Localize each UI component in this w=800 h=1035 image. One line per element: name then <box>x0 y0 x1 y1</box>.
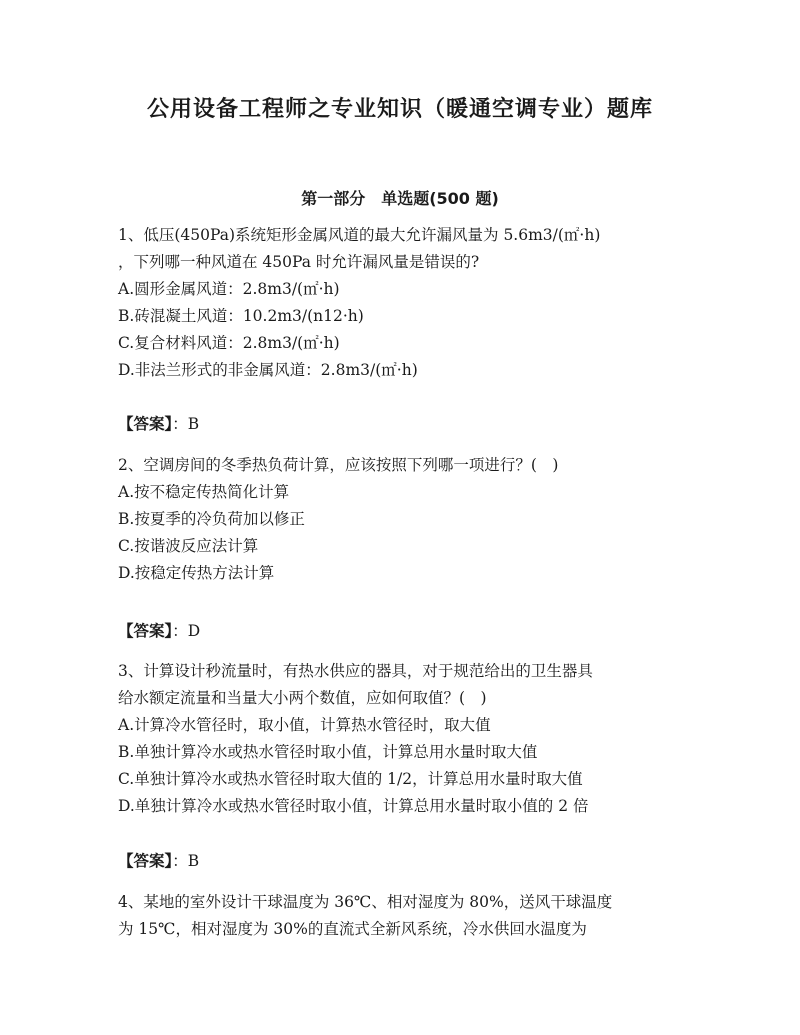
answer-label: 【答案】 <box>118 622 173 640</box>
question-stem-line: 2、空调房间的冬季热负荷计算，应该按照下列哪一项进行？( ) <box>118 456 559 474</box>
question-stem-line: 4、某地的室外设计干球温度为 36℃、相对湿度为 80%，送风干球温度 <box>118 893 613 911</box>
question-3 <box>118 658 688 820</box>
option-b: B.砖混凝土风道：10.2m3/(n12·h) <box>118 307 364 325</box>
answer-separator: ： <box>172 415 188 433</box>
answer-label: 【答案】 <box>118 415 173 433</box>
question-stem-line: 1、低压(450Pa)系统矩形金属风道的最大允许漏风量为 5.6m3/(㎡·h) <box>118 226 601 244</box>
answer-label: 【答案】 <box>118 852 173 870</box>
question-stem-line: ，下列哪一种风道在 450Pa 时允许漏风量是错误的? <box>118 253 480 271</box>
answer-value: B <box>187 852 200 870</box>
answer-separator: ： <box>172 852 188 870</box>
option-b: B.单独计算冷水或热水管径时取小值，计算总用水量时取大值 <box>118 743 538 761</box>
answer-line <box>118 411 688 438</box>
page-title: 公用设备工程师之专业知识（暖通空调专业）题库 <box>146 97 653 122</box>
option-c: C.单独计算冷水或热水管径时取大值的 1/2，计算总用水量时取大值 <box>118 770 583 788</box>
option-d: D.按稳定传热方法计算 <box>118 564 275 582</box>
section-heading: 第一部分 单选题(500 题) <box>301 189 499 208</box>
answer-line <box>118 618 688 645</box>
option-a: A.圆形金属风道：2.8m3/(㎡·h) <box>118 280 340 298</box>
question-1 <box>118 222 688 384</box>
answer-value: D <box>187 622 201 640</box>
answer-line <box>118 848 688 875</box>
option-a: A.按不稳定传热简化计算 <box>118 483 290 501</box>
question-4 <box>118 889 688 943</box>
option-a: A.计算冷水管径时，取小值，计算热水管径时，取大值 <box>118 716 491 734</box>
answer-3 <box>118 848 688 875</box>
question-2 <box>118 452 688 587</box>
answer-1 <box>118 411 688 438</box>
option-c: C.复合材料风道：2.8m3/(㎡·h) <box>118 334 340 352</box>
option-c: C.按谐波反应法计算 <box>118 537 259 555</box>
question-stem-line: 给水额定流量和当量大小两个数值，应如何取值？( ) <box>118 689 487 707</box>
answer-2 <box>118 618 688 645</box>
answer-value: B <box>187 415 200 433</box>
option-d: D.非法兰形式的非金属风道：2.8m3/(㎡·h) <box>118 361 418 379</box>
question-stem-line: 为 15℃，相对湿度为 30%的直流式全新风系统，冷水供回水温度为 <box>118 920 587 938</box>
option-b: B.按夏季的冷负荷加以修正 <box>118 510 305 528</box>
answer-separator: ： <box>172 622 188 640</box>
question-stem-line: 3、计算设计秒流量时，有热水供应的器具，对于规范给出的卫生器具 <box>118 662 593 680</box>
option-d: D.单独计算冷水或热水管径时取小值，计算总用水量时取小值的 2 倍 <box>118 797 589 815</box>
